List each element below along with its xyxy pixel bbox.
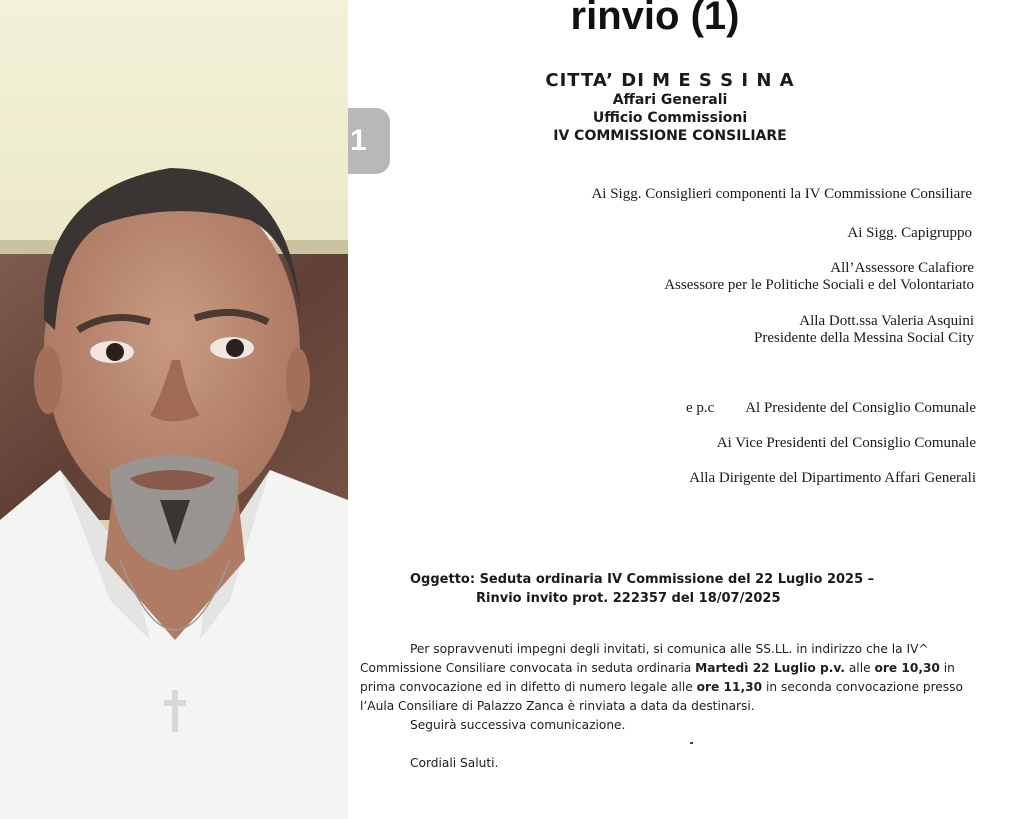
body-line-3 [360,678,980,697]
recipient-asquini-role: Presidente della Messina Social City [754,330,974,346]
recipient-presidente-consiglio: Al Presidente del Consiglio Comunale [745,400,976,416]
subject-line-2: Rinvio invito prot. 222357 del 18/07/2025 [476,591,781,606]
stray-mark [690,742,693,744]
body-text-span: in seconda convocazione presso [762,680,963,694]
meeting-date: Martedì 22 Luglio p.v. [695,661,845,675]
portrait-photo [0,0,348,819]
second-call-time: ore 11,30 [696,680,763,694]
recipient-assessore-name: All’Assessore Calafiore [830,260,974,276]
body-line-4: l’Aula Consiliare di Palazzo Zanca è rinviata a data da destinarsi. [360,699,755,713]
page-number-badge: 1 [348,108,390,174]
body-text-span: prima convocazione ed in difetto di numero legale alle [360,680,697,694]
subject [410,570,880,608]
recipient-capigruppo: Ai Sigg. Capigruppo [847,225,972,241]
portrait-illustration [0,0,348,819]
letter-body [360,640,980,735]
letterhead-commission: IV COMMISSIONE CONSILIARE [553,128,787,144]
body-line-2 [360,659,980,678]
recipient-consiglieri: Ai Sigg. Consiglieri componenti la IV Commissione Consiliare [591,186,972,202]
recipient-dirigente: Alla Dirigente del Dipartimento Affari Generali [689,470,976,486]
body-text-span: in [939,661,955,675]
recipient-asquini-name: Alla Dott.ssa Valeria Asquini [799,313,974,329]
epc-label: e p.c [686,400,715,416]
body-line-1: Per sopravvenuti impegni degli invitati, si comunica alle SS.LL. in indirizzo che la IV^ [410,642,929,656]
document-title: rinvio (1) [570,0,740,38]
letterhead-city: CITTA’ DI M E S S I N A [545,70,795,91]
closing-salutation: Cordiali Saluti. [410,756,499,770]
subject-line-1: Oggetto: Seduta ordinaria IV Commissione del 22 Luglio 2025 – [410,572,875,587]
letterhead-department: Affari Generali [612,92,728,108]
first-call-time: ore 10,30 [874,661,940,675]
letterhead [520,70,820,145]
body-text-span: Commissione Consiliare convocata in seduta ordinaria [360,661,696,675]
body-text-span: alle [844,661,875,675]
recipient-assessore-role: Assessore per le Politiche Sociali e del Volontariato [664,277,974,293]
recipient-vice-presidenti: Ai Vice Presidenti del Consiglio Comunale [716,435,976,451]
body-line-5: Seguirà successiva comunicazione. [410,718,626,732]
letterhead-office: Ufficio Commissioni [592,110,748,126]
